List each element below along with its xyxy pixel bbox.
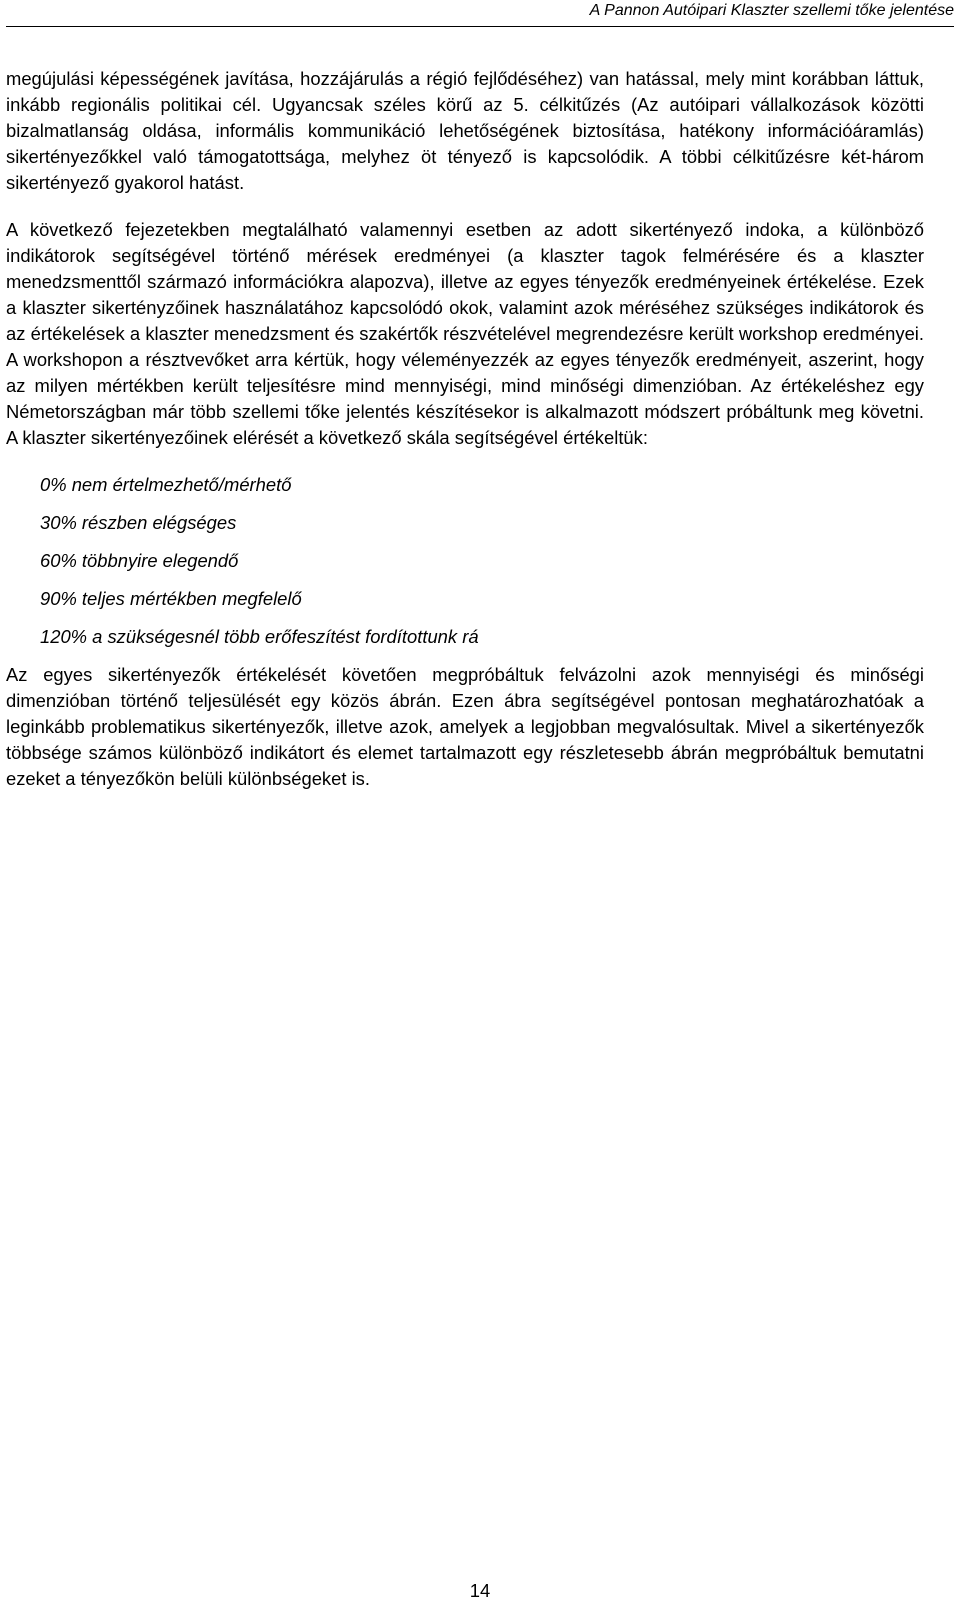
paragraph-3: Az egyes sikertényezők értékelését követően megpróbáltuk felvázolni azok mennyiségi és minőségi dimenzióban történő teljesülését egy közös ábrán. Ezen ábra segítségével pontosan meghatározhatóak a leginkább problematikus sikertényezők, illetve azok, amelyek a legjobban megvalósultak. Mivel a sikertényezők többsége számos különböző indikátort és elemet tartalmazott egy részletesebb ábrán megpróbáltuk bemutatni ezeket a tényezőkön belüli különbségeket is. — [6, 664, 924, 789]
scale-item-30: 30% részben elégséges — [40, 512, 237, 533]
header-rule — [6, 26, 954, 27]
page-content — [6, 66, 924, 813]
scale-item-0: 0% nem értelmezhető/mérhető — [40, 474, 292, 495]
scale-item-60: 60% többnyire elegendő — [40, 550, 239, 571]
scale-item-120: 120% a szükségesnél több erőfeszítést fordítottunk rá — [40, 626, 479, 647]
scale-item-90: 90% teljes mértékben megfelelő — [40, 588, 302, 609]
paragraph-2: A következő fejezetekben megtalálható valamennyi esetben az adott sikertényező indoka, a különböző indikátorok segítségével történő mérések eredményei (a klaszter tagok felmérésére és a klaszter menedzsmenttől származó információkra alapozva), illetve az egyes tényezők eredményeinek értékelése. Ezek a klaszter sikertényzőinek használatához kapcsolódó okok, valamint azok méréséhez szükséges indikátorok és az értékelések a klaszter menedzsment és szakértők részvételével megrendezésre került workshop eredményei. A workshopon a résztvevőket arra kértük, hogy véleményezzék az egyes tényezők eredményeit, aszerint, hogy az milyen mértékben került teljesítésre mind mennyiségi, mind minőségi dimenzióban. Az értékeléshez egy Németországban már több szellemi tőke jelentés készítésekor is alkalmazott módszert próbáltunk meg követni. A klaszter sikertényezőinek elérését a következő skála segítségével értékeltük: — [6, 219, 924, 448]
running-header: A Pannon Autóipari Klaszter szellemi tőke jelentése — [589, 2, 954, 19]
rating-scale-list — [6, 472, 924, 650]
paragraph-1: megújulási képességének javítása, hozzájárulás a régió fejlődéséhez) van hatással, mely mint korábban láttuk, inkább regionális politikai cél. Ugyancsak széles körű az 5. célkitűzés (Az autóipari vállalkozások közötti bizalmatlanság oldása, informális kommunikáció lehetőségének biztosítása, hatékony információáramlás) sikertényezőkkel való támogatottsága, melyhez öt tényező is kapcsolódik. A többi célkitűzésre két-három sikertényező gyakorol hatást. — [6, 68, 924, 193]
page-number: 14 — [469, 1580, 491, 1601]
